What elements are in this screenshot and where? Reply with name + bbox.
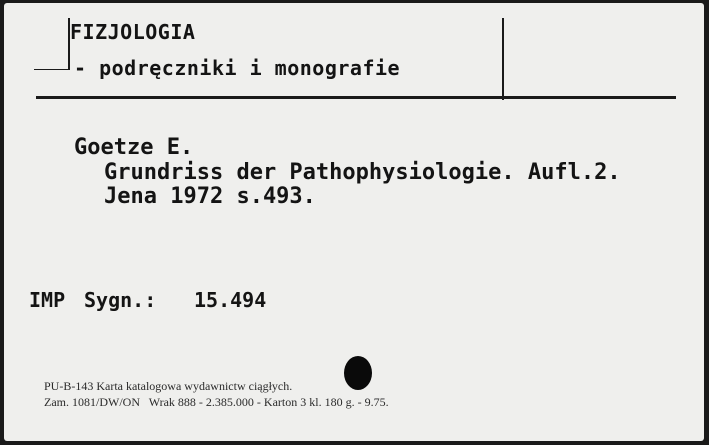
entry-author: Goetze E.	[74, 135, 194, 160]
header-left-bracket-horizontal	[34, 69, 70, 70]
call-number-value: 15.494	[194, 288, 267, 312]
header-bottom-rule	[36, 96, 676, 99]
entry-imprint: Jena 1972 s.493.	[104, 184, 316, 209]
call-number-prefix: IMP	[29, 288, 66, 312]
footer-line-2: Zam. 1081/DW/ON Wrak 888 - 2.385.000 - Karton 3 kl. 180 g. - 9.75.	[44, 395, 389, 409]
footer-line-1: PU-B-143 Karta katalogowa wydawnictw ciągłych.	[44, 379, 293, 393]
catalog-card	[4, 3, 704, 441]
subject-heading: FIZJOLOGIA	[70, 20, 196, 44]
subject-subheading: - podręczniki i monografie	[74, 56, 401, 80]
entry-title: Grundriss der Pathophysiologie. Aufl.2.	[104, 160, 621, 185]
punch-hole	[344, 356, 372, 390]
header-right-divider	[502, 18, 504, 100]
call-number-label: Sygn.:	[84, 288, 157, 312]
